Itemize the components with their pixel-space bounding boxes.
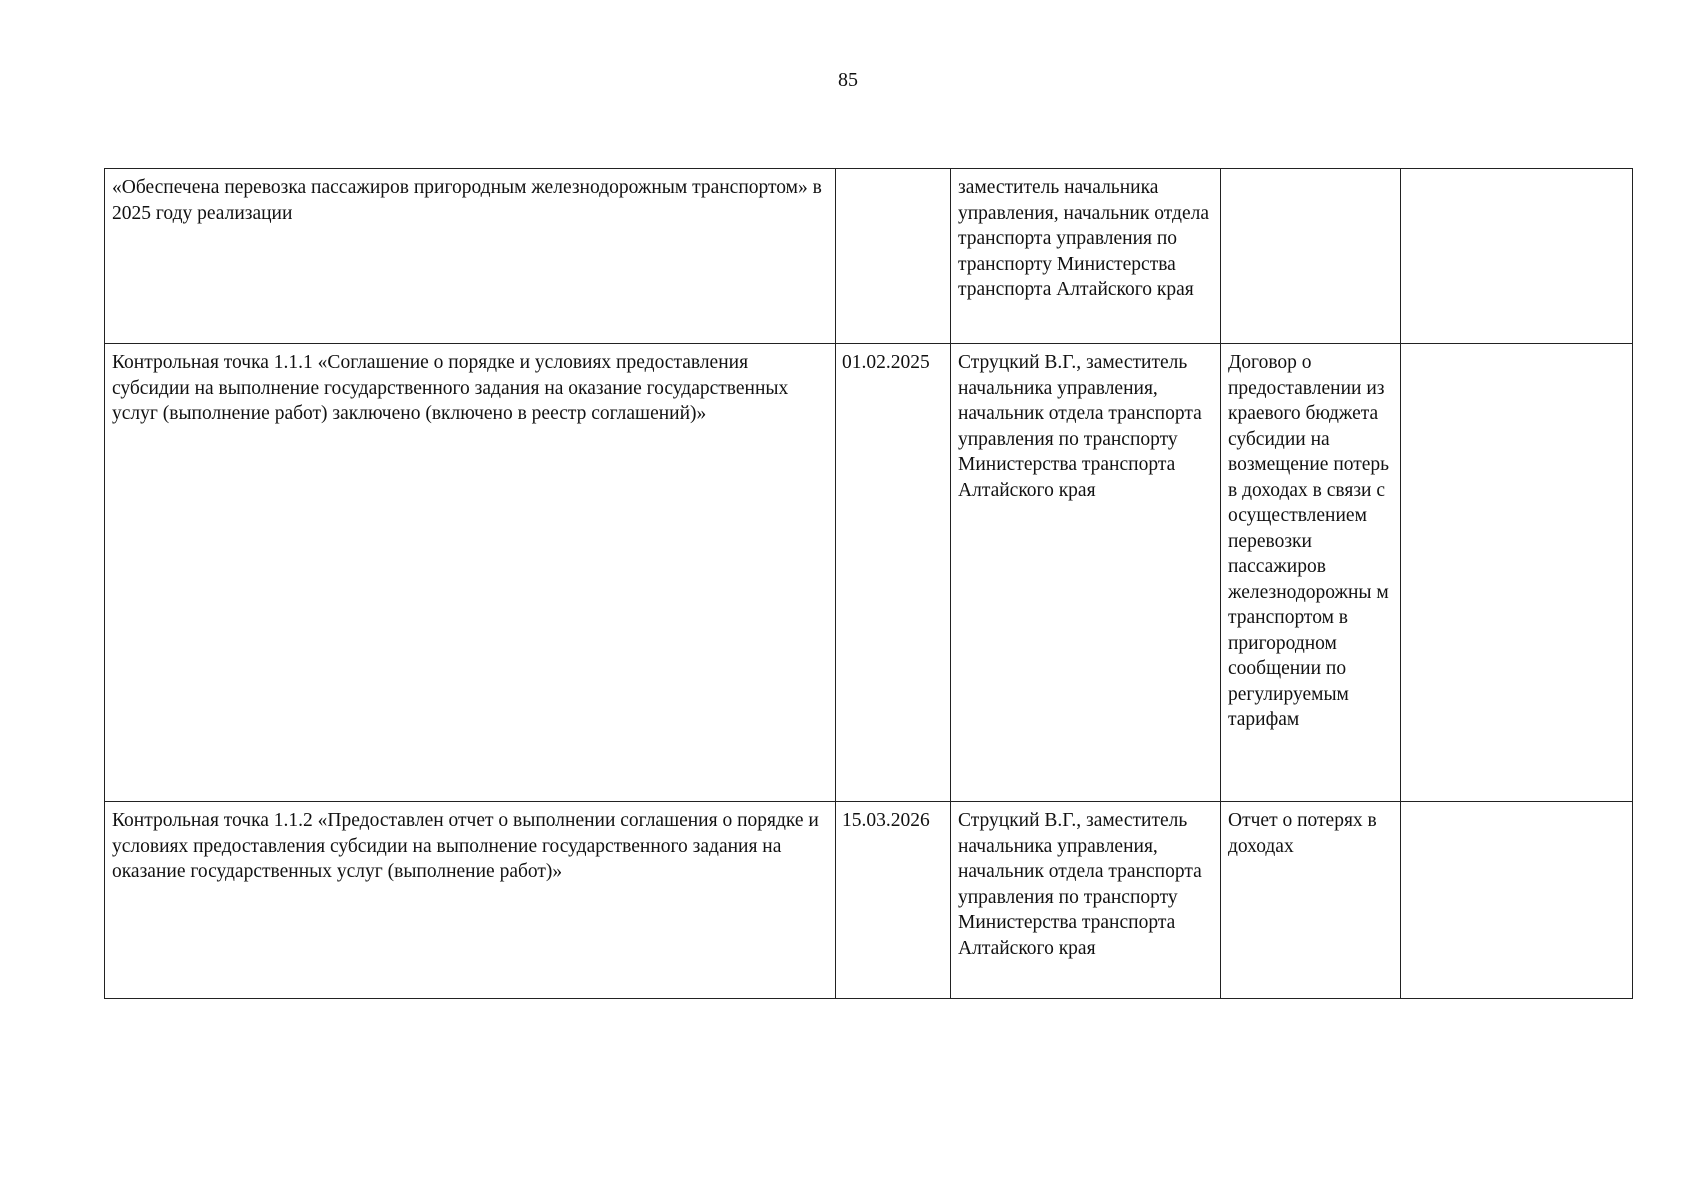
event-cell: «Обеспечена перевозка пассажиров пригородным железнодорожным транспортом» в 2025 году реализации bbox=[105, 169, 836, 344]
date-cell: 15.03.2026 bbox=[836, 802, 951, 999]
control-points-table bbox=[104, 168, 1633, 999]
table-row bbox=[105, 169, 1633, 344]
date-cell: 01.02.2025 bbox=[836, 344, 951, 802]
result-cell: Отчет о потерях в доходах bbox=[1221, 802, 1401, 999]
extra-cell bbox=[1401, 802, 1633, 999]
event-cell: Контрольная точка 1.1.2 «Предоставлен отчет о выполнении соглашения о порядке и условиях предоставления субсидии на выполнение государственного задания на оказание государственных услуг (выполнение работ)» bbox=[105, 802, 836, 999]
page-number: 85 bbox=[838, 69, 858, 91]
responsible-cell: Струцкий В.Г., заместитель начальника управления, начальник отдела транспорта управления по транспорту Министерства транспорта Алтайского края bbox=[951, 802, 1221, 999]
date-cell bbox=[836, 169, 951, 344]
responsible-cell: Струцкий В.Г., заместитель начальника управления, начальник отдела транспорта управления по транспорту Министерства транспорта Алтайского края bbox=[951, 344, 1221, 802]
table-row bbox=[105, 344, 1633, 802]
extra-cell bbox=[1401, 344, 1633, 802]
extra-cell bbox=[1401, 169, 1633, 344]
responsible-cell: заместитель начальника управления, начальник отдела транспорта управления по транспорту Министерства транспорта Алтайского края bbox=[951, 169, 1221, 344]
event-cell: Контрольная точка 1.1.1 «Соглашение о порядке и условиях предоставления субсидии на выполнение государственного задания на оказание государственных услуг (выполнение работ) заключено (включено в реестр соглашений)» bbox=[105, 344, 836, 802]
result-cell bbox=[1221, 169, 1401, 344]
result-cell: Договор о предоставлении из краевого бюджета субсидии на возмещение потерь в доходах в связи с осуществлением перевозки пассажиров железнодорожны м транспортом в пригородном сообщении по регулируемым тарифам bbox=[1221, 344, 1401, 802]
table-row bbox=[105, 802, 1633, 999]
